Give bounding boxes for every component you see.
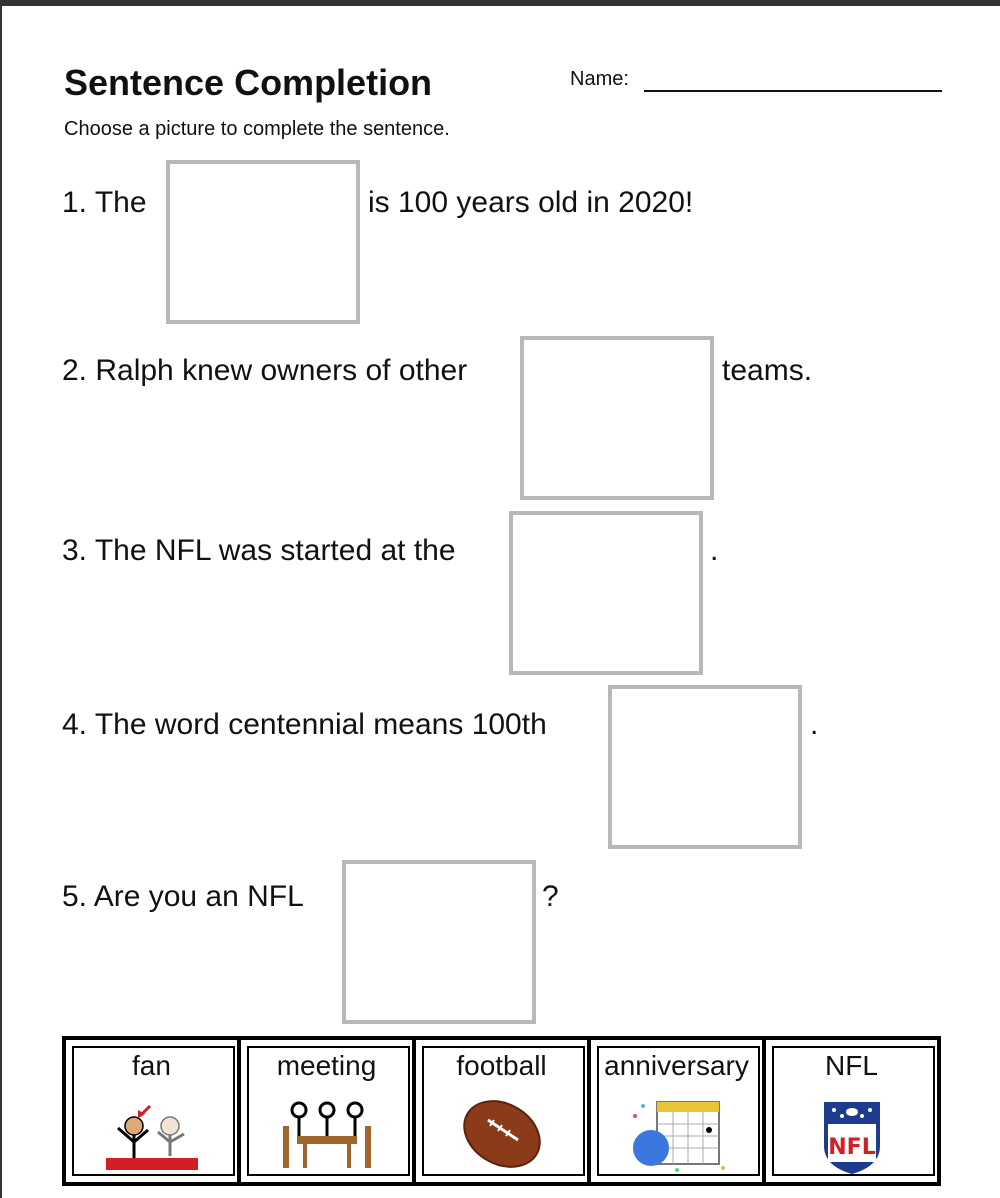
tile-meeting[interactable] bbox=[241, 1040, 416, 1182]
name-label: Name: bbox=[570, 68, 629, 90]
question-1-before: 1. The bbox=[62, 186, 147, 219]
tile-label-fan: fan bbox=[132, 1050, 171, 1081]
question-4-before: 4. The word centennial means 100th bbox=[62, 708, 547, 741]
answer-box-1[interactable] bbox=[166, 160, 360, 324]
answer-box-5[interactable] bbox=[342, 860, 536, 1024]
tile-label-nfl: NFL bbox=[825, 1050, 878, 1081]
question-5-after: ? bbox=[542, 880, 559, 913]
svg-text:NFL: NFL bbox=[827, 1135, 876, 1160]
tile-football[interactable] bbox=[416, 1040, 591, 1182]
page-title: Sentence Completion bbox=[64, 62, 433, 103]
tile-label-meeting: meeting bbox=[276, 1050, 377, 1081]
answer-box-2[interactable] bbox=[520, 336, 714, 500]
question-2-before: 2. Ralph knew owners of other bbox=[62, 354, 468, 387]
answer-box-3[interactable] bbox=[509, 511, 703, 675]
tile-nfl[interactable] bbox=[766, 1040, 941, 1182]
question-3-before: 3. The NFL was started at the bbox=[62, 534, 456, 567]
question-5-before: 5. Are you an NFL bbox=[62, 880, 304, 913]
instructions: Choose a picture to complete the sentence. bbox=[64, 118, 450, 140]
worksheet-page bbox=[2, 6, 1000, 1198]
nfl-shield-icon bbox=[802, 1096, 902, 1176]
question-2-after: teams. bbox=[722, 354, 813, 387]
anniversary-calendar-icon bbox=[627, 1096, 727, 1176]
tile-fan[interactable] bbox=[66, 1040, 241, 1182]
word-bank bbox=[62, 1036, 941, 1186]
question-3-after: . bbox=[710, 534, 719, 567]
question-4-after: . bbox=[810, 708, 819, 741]
meeting-icon bbox=[277, 1096, 377, 1176]
football-icon bbox=[452, 1096, 552, 1176]
answer-box-4[interactable] bbox=[608, 685, 802, 849]
tile-label-football: football bbox=[456, 1050, 547, 1081]
tile-label-anniversary: anniversary bbox=[604, 1050, 749, 1081]
question-1-after: is 100 years old in 2020! bbox=[368, 186, 694, 219]
name-field[interactable] bbox=[644, 90, 942, 92]
fan-icon bbox=[102, 1096, 202, 1176]
tile-anniversary[interactable] bbox=[591, 1040, 766, 1182]
